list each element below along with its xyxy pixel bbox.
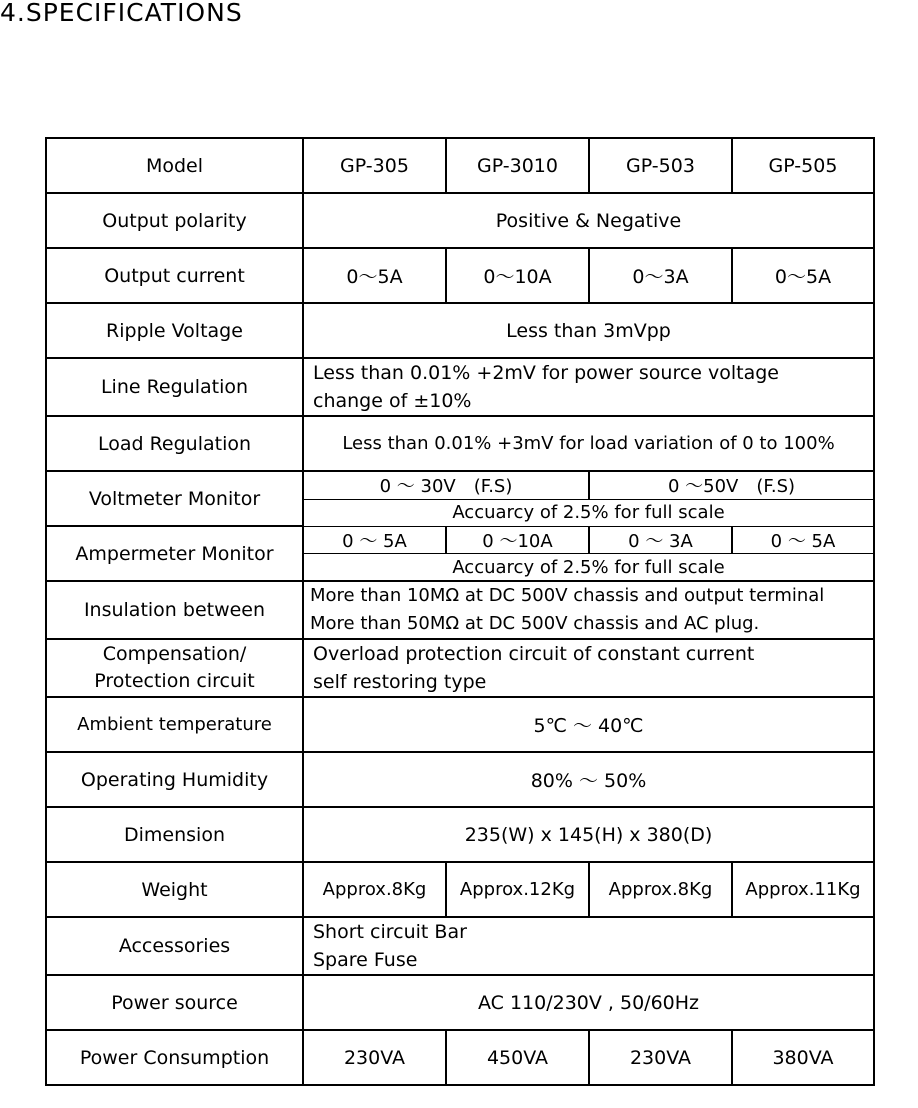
accessories-label: Accessories (46, 917, 303, 975)
model-gp-503: GP-503 (589, 138, 732, 193)
power-consumption-value: 380VA (732, 1030, 874, 1085)
power-source-label: Power source (46, 975, 303, 1030)
output-polarity-value: Positive & Negative (303, 193, 874, 248)
power-consumption-value: 450VA (446, 1030, 589, 1085)
row-power-source (46, 975, 874, 1030)
row-line-regulation (46, 358, 874, 416)
operating-humidity-value: 80% ～ 50% (303, 752, 874, 807)
output-current-label: Output current (46, 248, 303, 303)
output-current-value: 0～5A (303, 248, 446, 303)
specifications-table (45, 137, 875, 1086)
model-gp-505: GP-505 (732, 138, 874, 193)
ripple-voltage-value: Less than 3mVpp (303, 303, 874, 358)
row-operating-humidity (46, 752, 874, 807)
line-regulation-line: change of ±10% (313, 390, 472, 412)
power-consumption-value: 230VA (303, 1030, 446, 1085)
page-title: 4.SPECIFICATIONS (0, 0, 243, 27)
model-label: Model (46, 138, 303, 193)
model-gp-305: GP-305 (303, 138, 446, 193)
row-ambient-temperature (46, 697, 874, 752)
model-gp-3010: GP-3010 (446, 138, 589, 193)
line-regulation-value (303, 358, 874, 416)
line-regulation-line: Less than 0.01% +2mV for power source voltage (313, 362, 780, 384)
row-ripple-voltage (46, 303, 874, 358)
dimension-value: 235(W) x 145(H) x 380(D) (303, 807, 874, 862)
compensation-line: Overload protection circuit of constant current (313, 643, 755, 665)
ripple-voltage-label: Ripple Voltage (46, 303, 303, 358)
voltmeter-range: 0 ～ 30V (F.S) (303, 471, 589, 499)
accessories-line: Short circuit Bar (313, 921, 467, 943)
row-output-current (46, 248, 874, 303)
voltmeter-monitor-label: Voltmeter Monitor (46, 471, 303, 526)
operating-humidity-label: Operating Humidity (46, 752, 303, 807)
insulation-line: More than 10MΩ at DC 500V chassis and output terminal (310, 585, 825, 606)
ampermeter-monitor-label: Ampermeter Monitor (46, 526, 303, 581)
compensation-label-line: Compensation/ (102, 643, 247, 665)
weight-value: Approx.11Kg (732, 862, 874, 917)
ambient-temperature-label: Ambient temperature (46, 697, 303, 752)
row-dimension (46, 807, 874, 862)
output-polarity-label: Output polarity (46, 193, 303, 248)
row-compensation (46, 639, 874, 697)
row-insulation (46, 581, 874, 639)
compensation-line: self restoring type (313, 671, 487, 693)
accessories-value (303, 917, 874, 975)
line-regulation-label: Line Regulation (46, 358, 303, 416)
weight-value: Approx.8Kg (589, 862, 732, 917)
insulation-value (303, 581, 874, 639)
row-weight (46, 862, 874, 917)
power-consumption-label: Power Consumption (46, 1030, 303, 1085)
row-load-regulation (46, 416, 874, 471)
row-output-polarity (46, 193, 874, 248)
row-power-consumption (46, 1030, 874, 1085)
compensation-label-line: Protection circuit (94, 670, 255, 692)
ambient-temperature-value: 5℃ ～ 40℃ (303, 697, 874, 752)
insulation-line: More than 50MΩ at DC 500V chassis and AC plug. (310, 613, 760, 634)
power-consumption-value: 230VA (589, 1030, 732, 1085)
ampermeter-range: 0 ～ 5A (303, 526, 446, 554)
insulation-label: Insulation between (46, 581, 303, 639)
voltmeter-accuracy: Accuarcy of 2.5% for full scale (303, 499, 874, 526)
load-regulation-value: Less than 0.01% +3mV for load variation of 0 to 100% (303, 416, 874, 471)
accessories-line: Spare Fuse (313, 949, 418, 971)
load-regulation-label: Load Regulation (46, 416, 303, 471)
output-current-value: 0～5A (732, 248, 874, 303)
ampermeter-range: 0 ～ 5A (732, 526, 874, 554)
output-current-value: 0～10A (446, 248, 589, 303)
ampermeter-accuracy: Accuarcy of 2.5% for full scale (303, 554, 874, 581)
voltmeter-range: 0 ～50V (F.S) (589, 471, 874, 499)
ampermeter-range: 0 ～ 3A (589, 526, 732, 554)
output-current-value: 0～3A (589, 248, 732, 303)
compensation-value (303, 639, 874, 697)
compensation-label (46, 639, 303, 697)
row-model (46, 138, 874, 193)
dimension-label: Dimension (46, 807, 303, 862)
weight-label: Weight (46, 862, 303, 917)
weight-value: Approx.8Kg (303, 862, 446, 917)
weight-value: Approx.12Kg (446, 862, 589, 917)
row-voltmeter-monitor (46, 471, 874, 499)
row-ampermeter-monitor (46, 526, 874, 554)
ampermeter-range: 0 ～10A (446, 526, 589, 554)
row-accessories (46, 917, 874, 975)
power-source-value: AC 110/230V , 50/60Hz (303, 975, 874, 1030)
